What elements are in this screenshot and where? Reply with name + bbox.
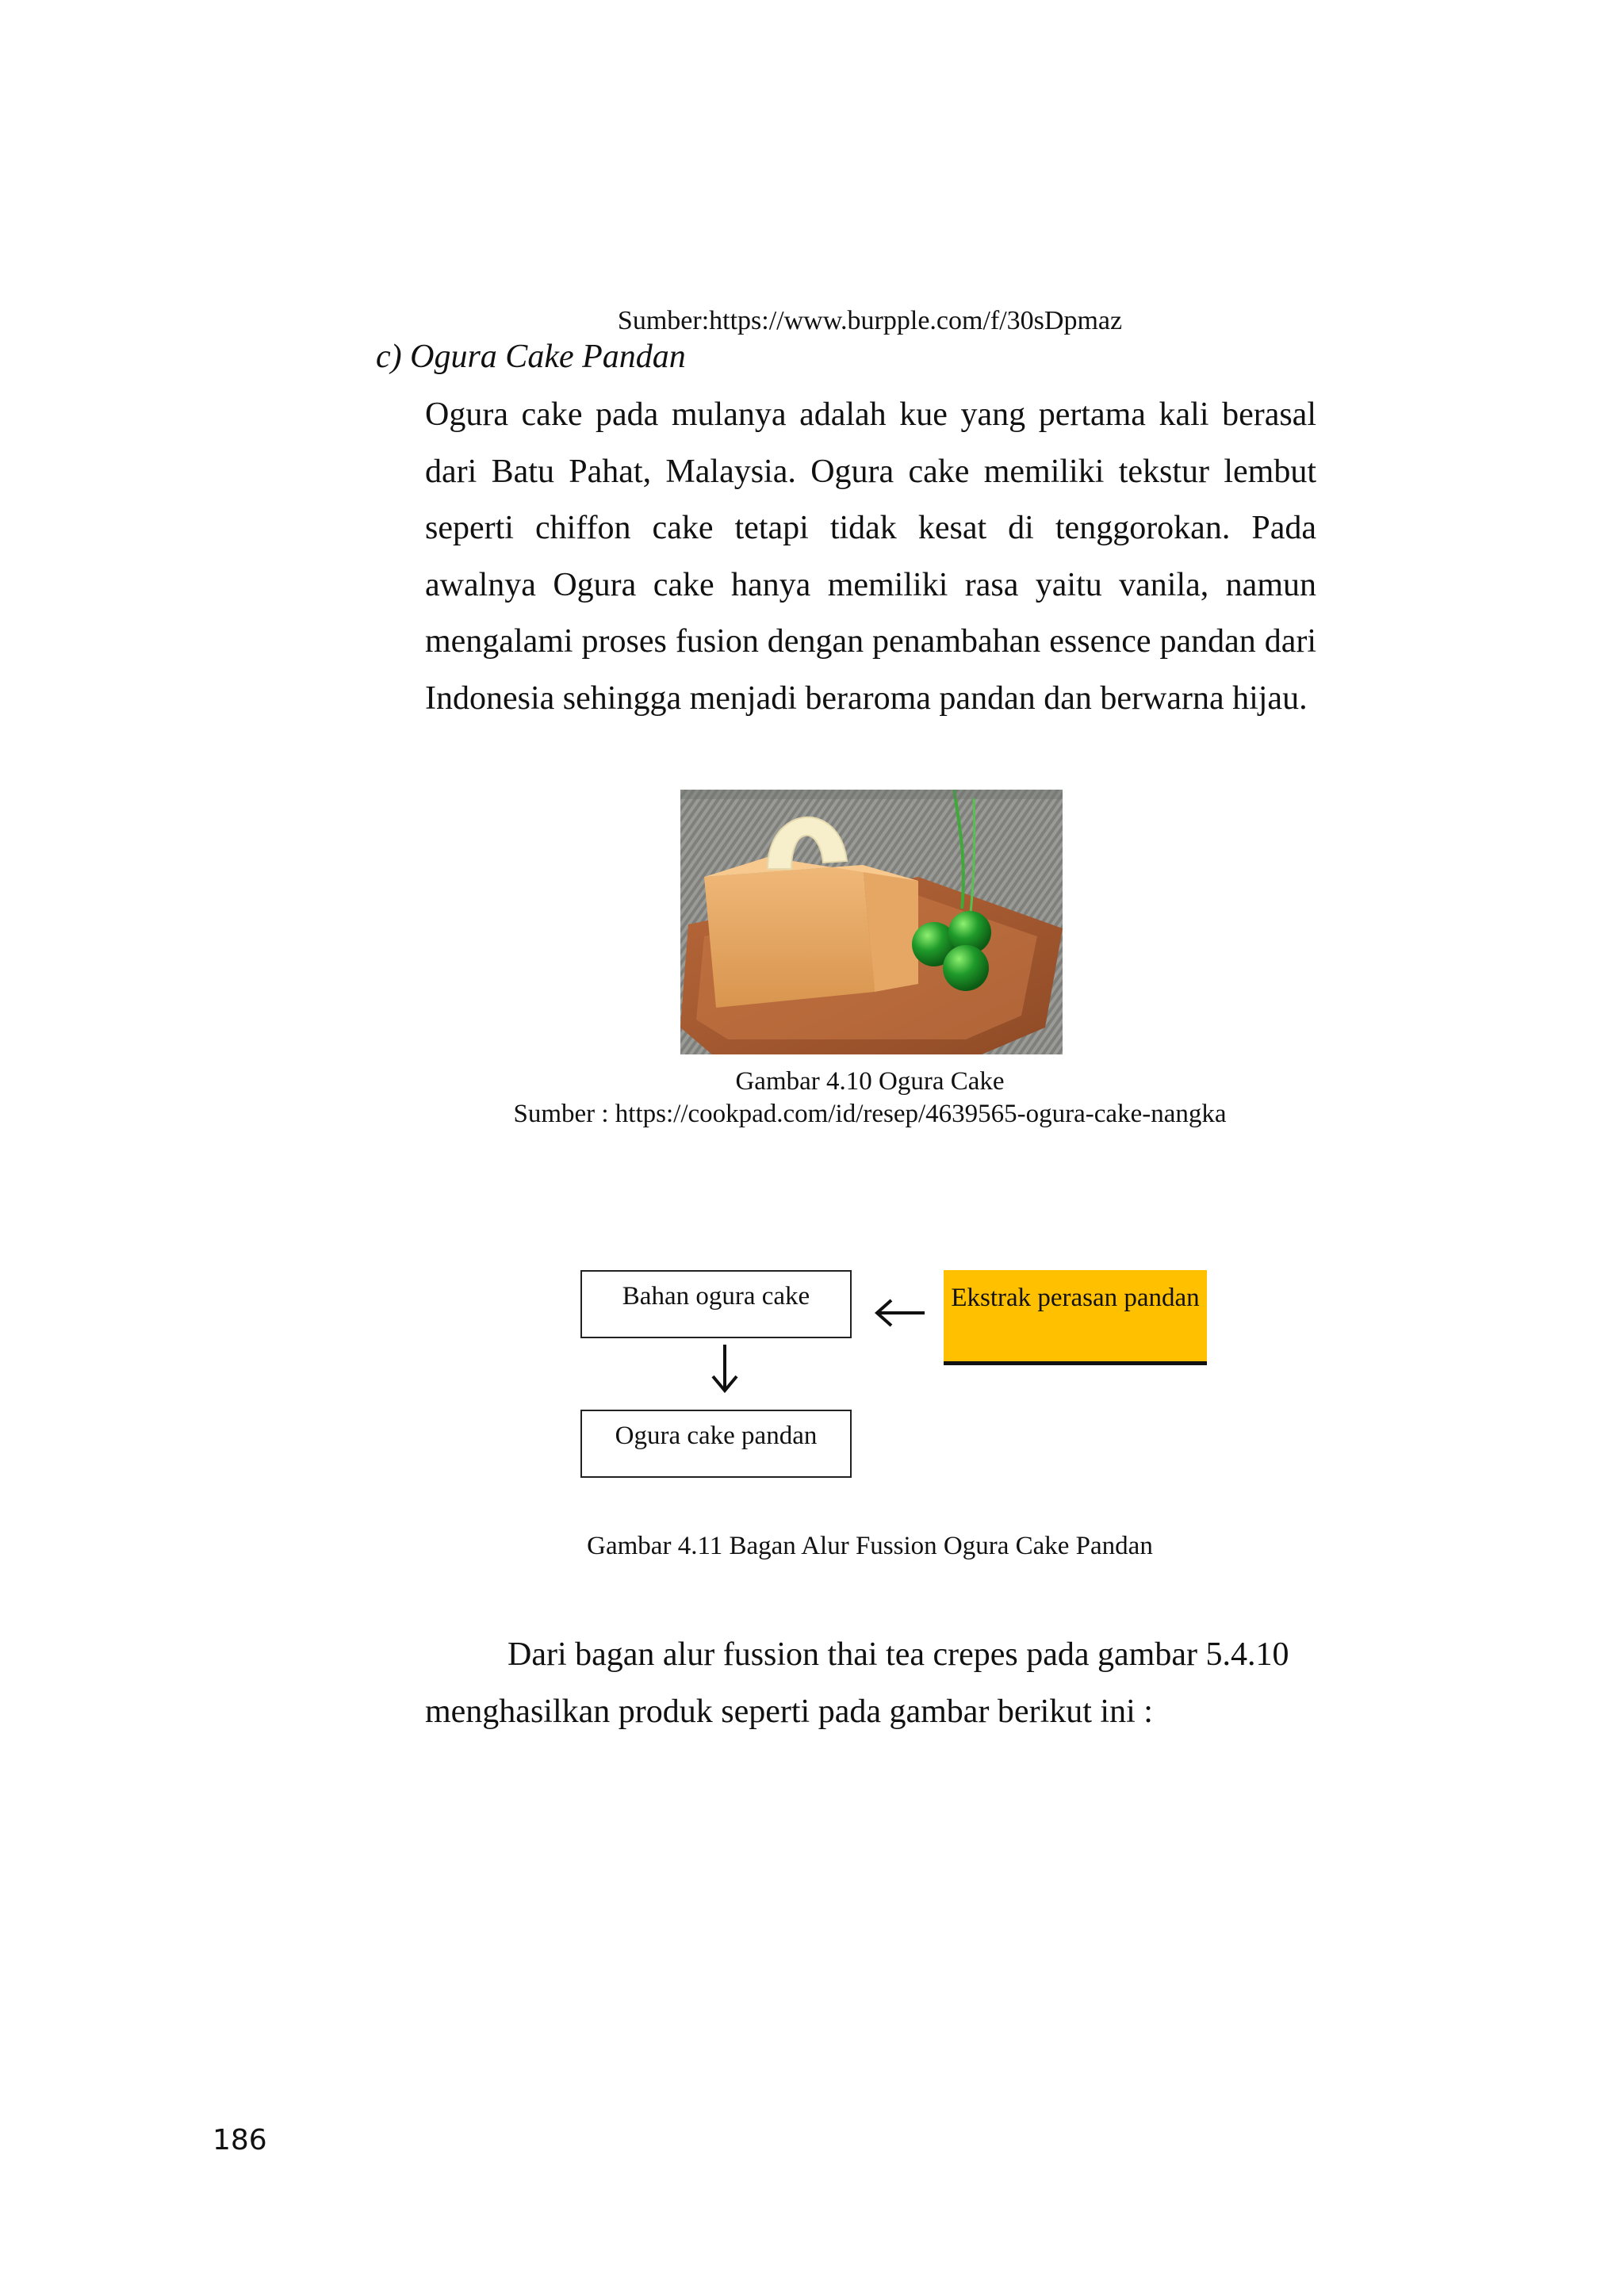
arrow-down-icon [709,1343,741,1394]
flow-box-ingredients: Bahan ogura cake [580,1270,852,1338]
ogura-cake-photo [680,790,1063,1054]
section-heading: c) Ogura Cake Pandan [376,339,686,375]
page-number: 186 [213,2124,267,2156]
arrow-left-icon [872,1297,928,1329]
flowchart-caption: Gambar 4.11 Bagan Alur Fussion Ogura Cake Pandan [587,1532,1153,1560]
top-image-source: Sumber:https://www.burpple.com/f/30sDpmaz [617,306,1123,335]
flow-box-pandan-extract: Ekstrak perasan pandan [944,1270,1207,1365]
body-paragraph: Ogura cake pada mulanya adalah kue yang pertama kali berasal dari Batu Pahat, Malaysia. Ogura cake memiliki tekstur lembut seperti chiffon cake tetapi tidak kesat di tenggorokan. Pada awalnya Ogura cake hanya memiliki rasa yaitu vanila, namun mengalami proses fusion dengan penambahan essence pandan dari Indonesia sehingga menjadi beraroma pandan dan berwarna hijau. [425,396,1316,717]
figure-caption: Gambar 4.10 Ogura Cake [735,1067,1005,1096]
flow-box-result: Ogura cake pandan [580,1410,852,1478]
figure-source: Sumber : https://cookpad.com/id/resep/4639565-ogura-cake-nangka [513,1100,1227,1128]
closing-paragraph: Dari bagan alur fussion thai tea crepes pada gambar 5.4.10 menghasilkan produk seperti pada gambar berikut ini : [425,1636,1289,1730]
